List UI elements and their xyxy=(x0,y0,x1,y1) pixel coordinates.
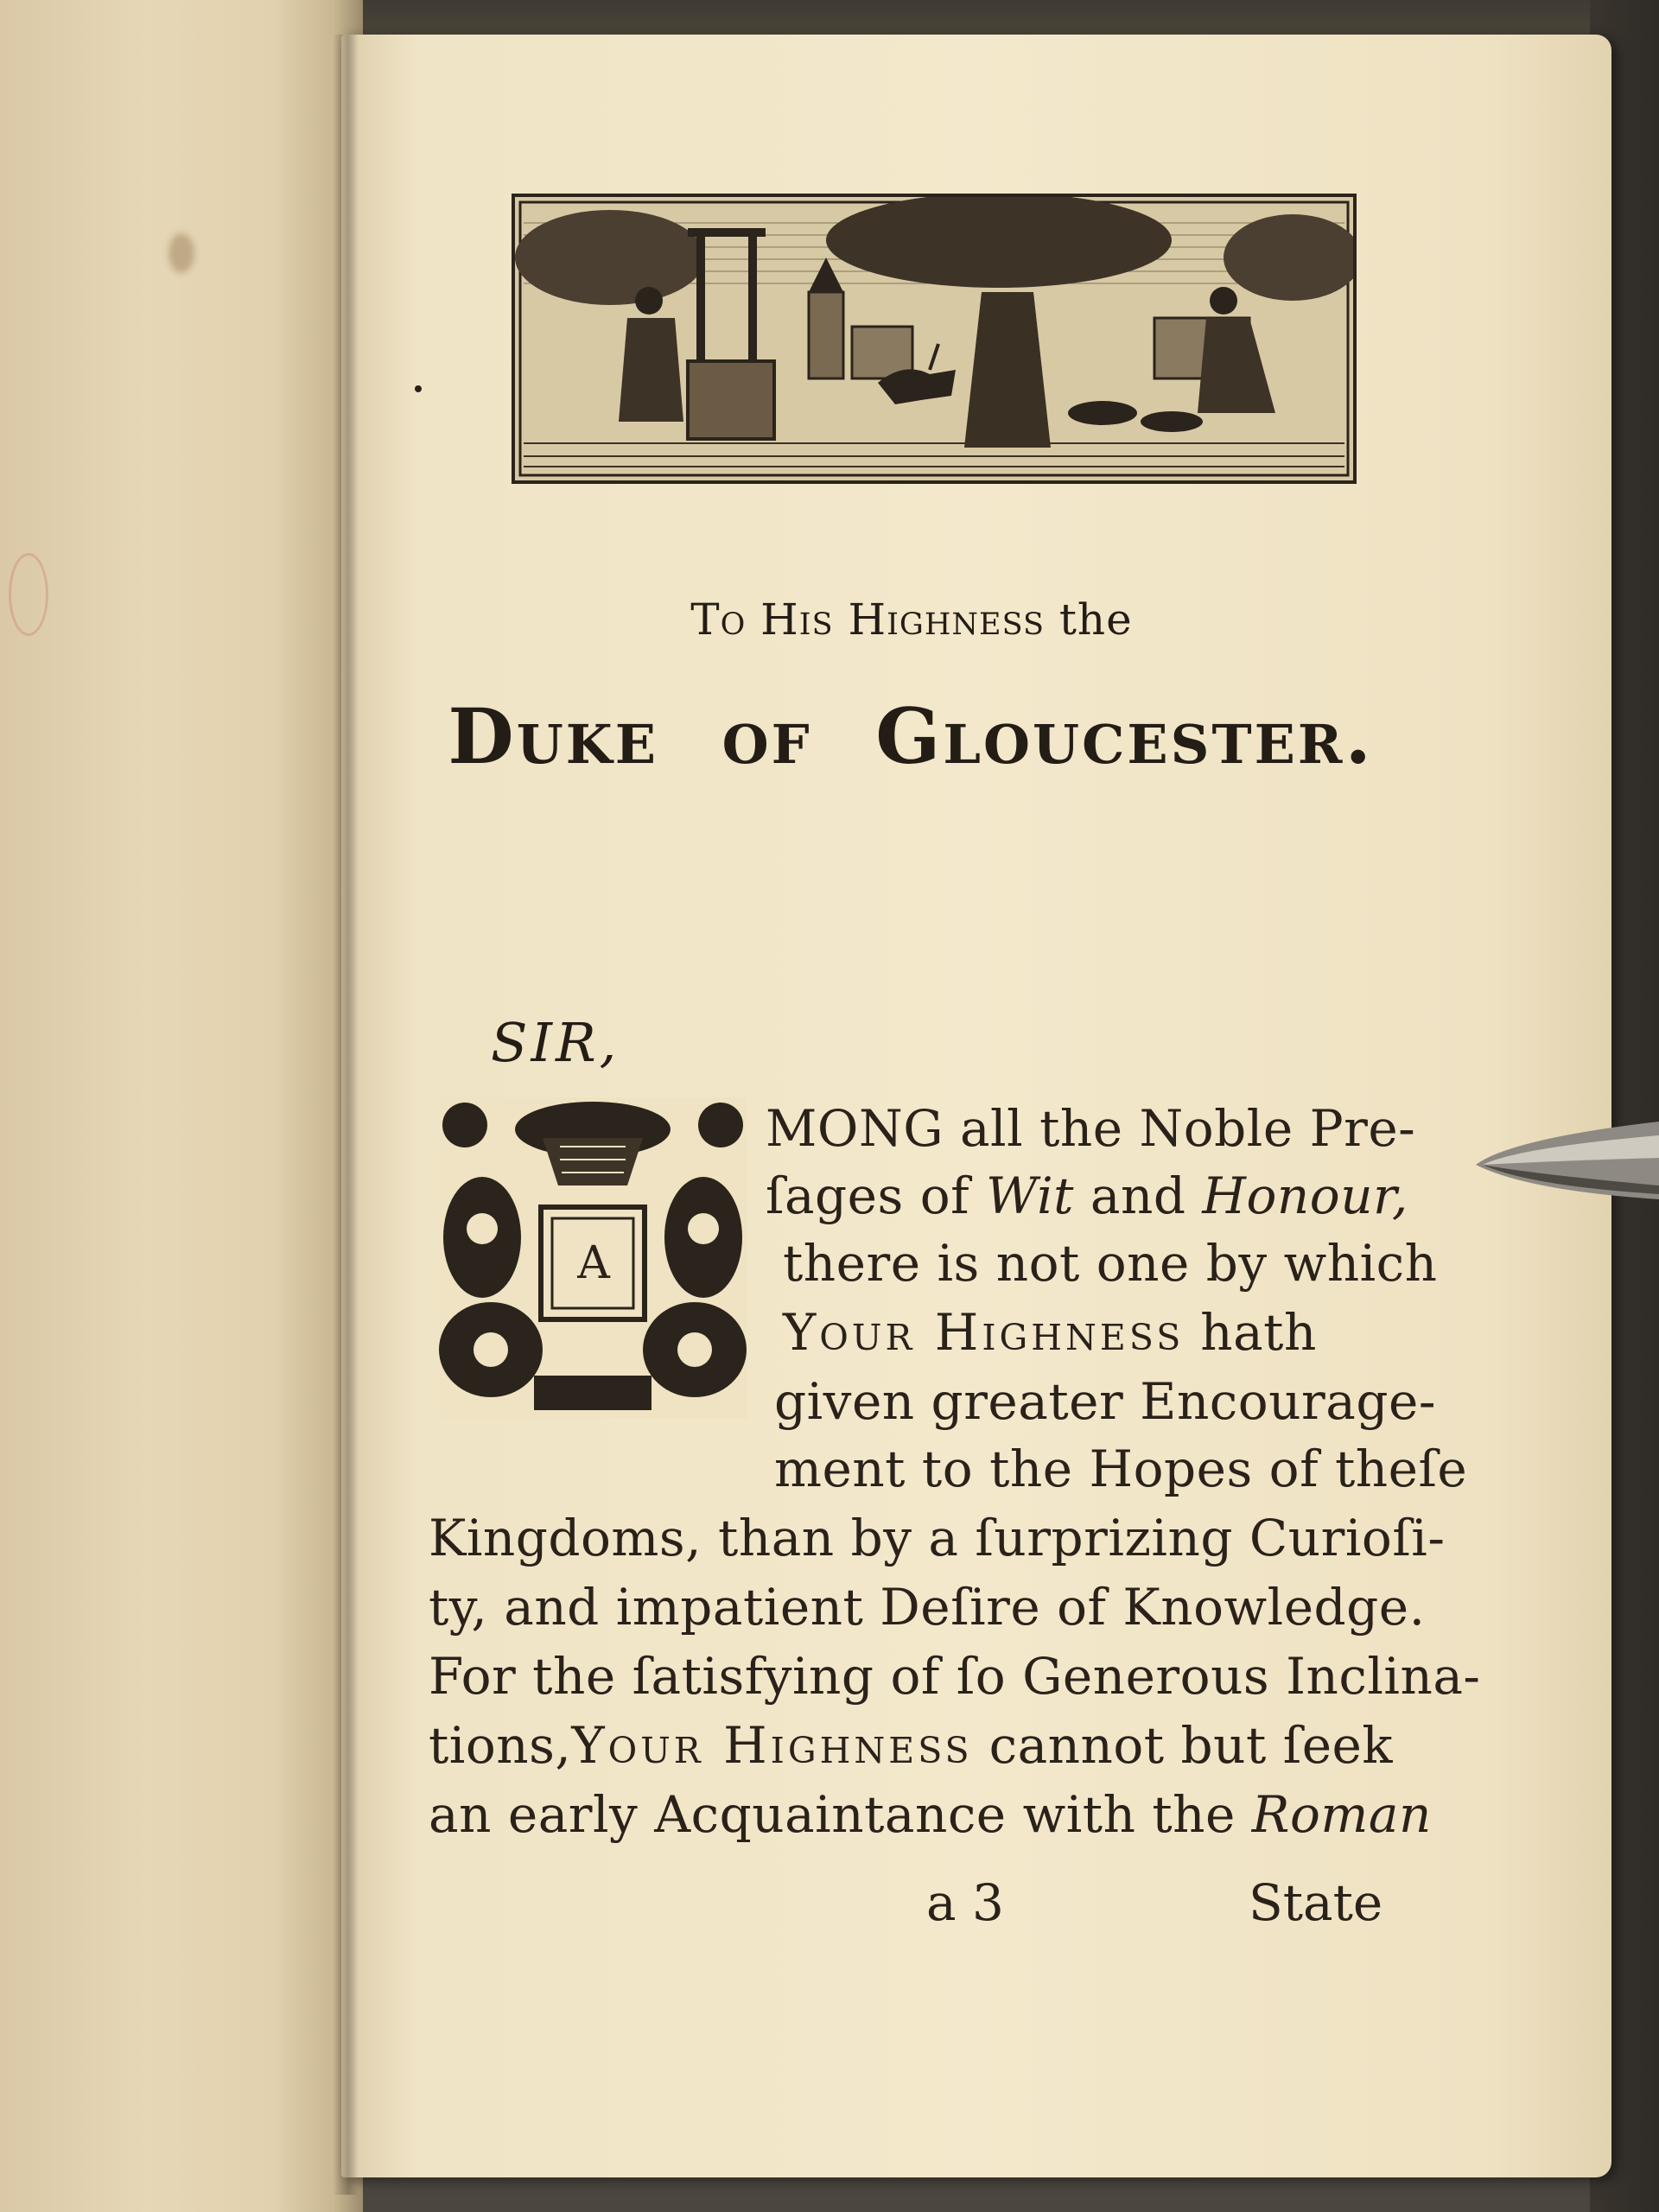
page-stain xyxy=(168,233,194,273)
dedication-title: Duke of Gloucester. xyxy=(448,691,1374,781)
highness-text: Highness xyxy=(848,594,1045,645)
left-page xyxy=(0,0,363,2212)
text-line-2: ſages of Wit and Honour, xyxy=(766,1166,1408,1225)
text-line-4: Your Highness hath xyxy=(783,1303,1317,1362)
metal-bookmark-clip xyxy=(1476,1113,1659,1208)
initial-letter: A xyxy=(577,1237,610,1289)
text-line-6: ment to the Hopes of theſe xyxy=(774,1440,1468,1498)
the-text: the xyxy=(1058,594,1133,645)
text-line-9: For the ſatisfying of ſo Generous Inclina- xyxy=(429,1647,1481,1706)
text-line-3: there is not one by which xyxy=(783,1234,1438,1293)
signature-mark: a 3 xyxy=(926,1873,1004,1932)
gutter-shadow xyxy=(333,35,359,2195)
dedication-to-line xyxy=(432,594,1391,645)
text-line-7: Kingdoms, than by a ſurprizing Curioſi- xyxy=(429,1509,1446,1567)
text-line-11: an early Acquaintance with the Roman xyxy=(429,1785,1432,1844)
text-line-8: ty, and impatient Deſire of Knowledge. xyxy=(429,1578,1426,1637)
text-line-5: given greater Encourage- xyxy=(774,1372,1436,1431)
decorated-initial xyxy=(430,1090,755,1427)
salutation: SIR, xyxy=(491,1011,620,1074)
ink-dot xyxy=(415,385,422,392)
woodcut-headpiece-illustration xyxy=(512,194,1357,484)
text-line-1: MONG all the Noble Pre- xyxy=(766,1099,1416,1158)
to-his-text: To His xyxy=(690,594,834,645)
catchword: State xyxy=(1249,1873,1383,1932)
text-line-10: tions,Your Highness cannot but ſeek xyxy=(429,1716,1394,1775)
faded-mark xyxy=(9,553,48,636)
